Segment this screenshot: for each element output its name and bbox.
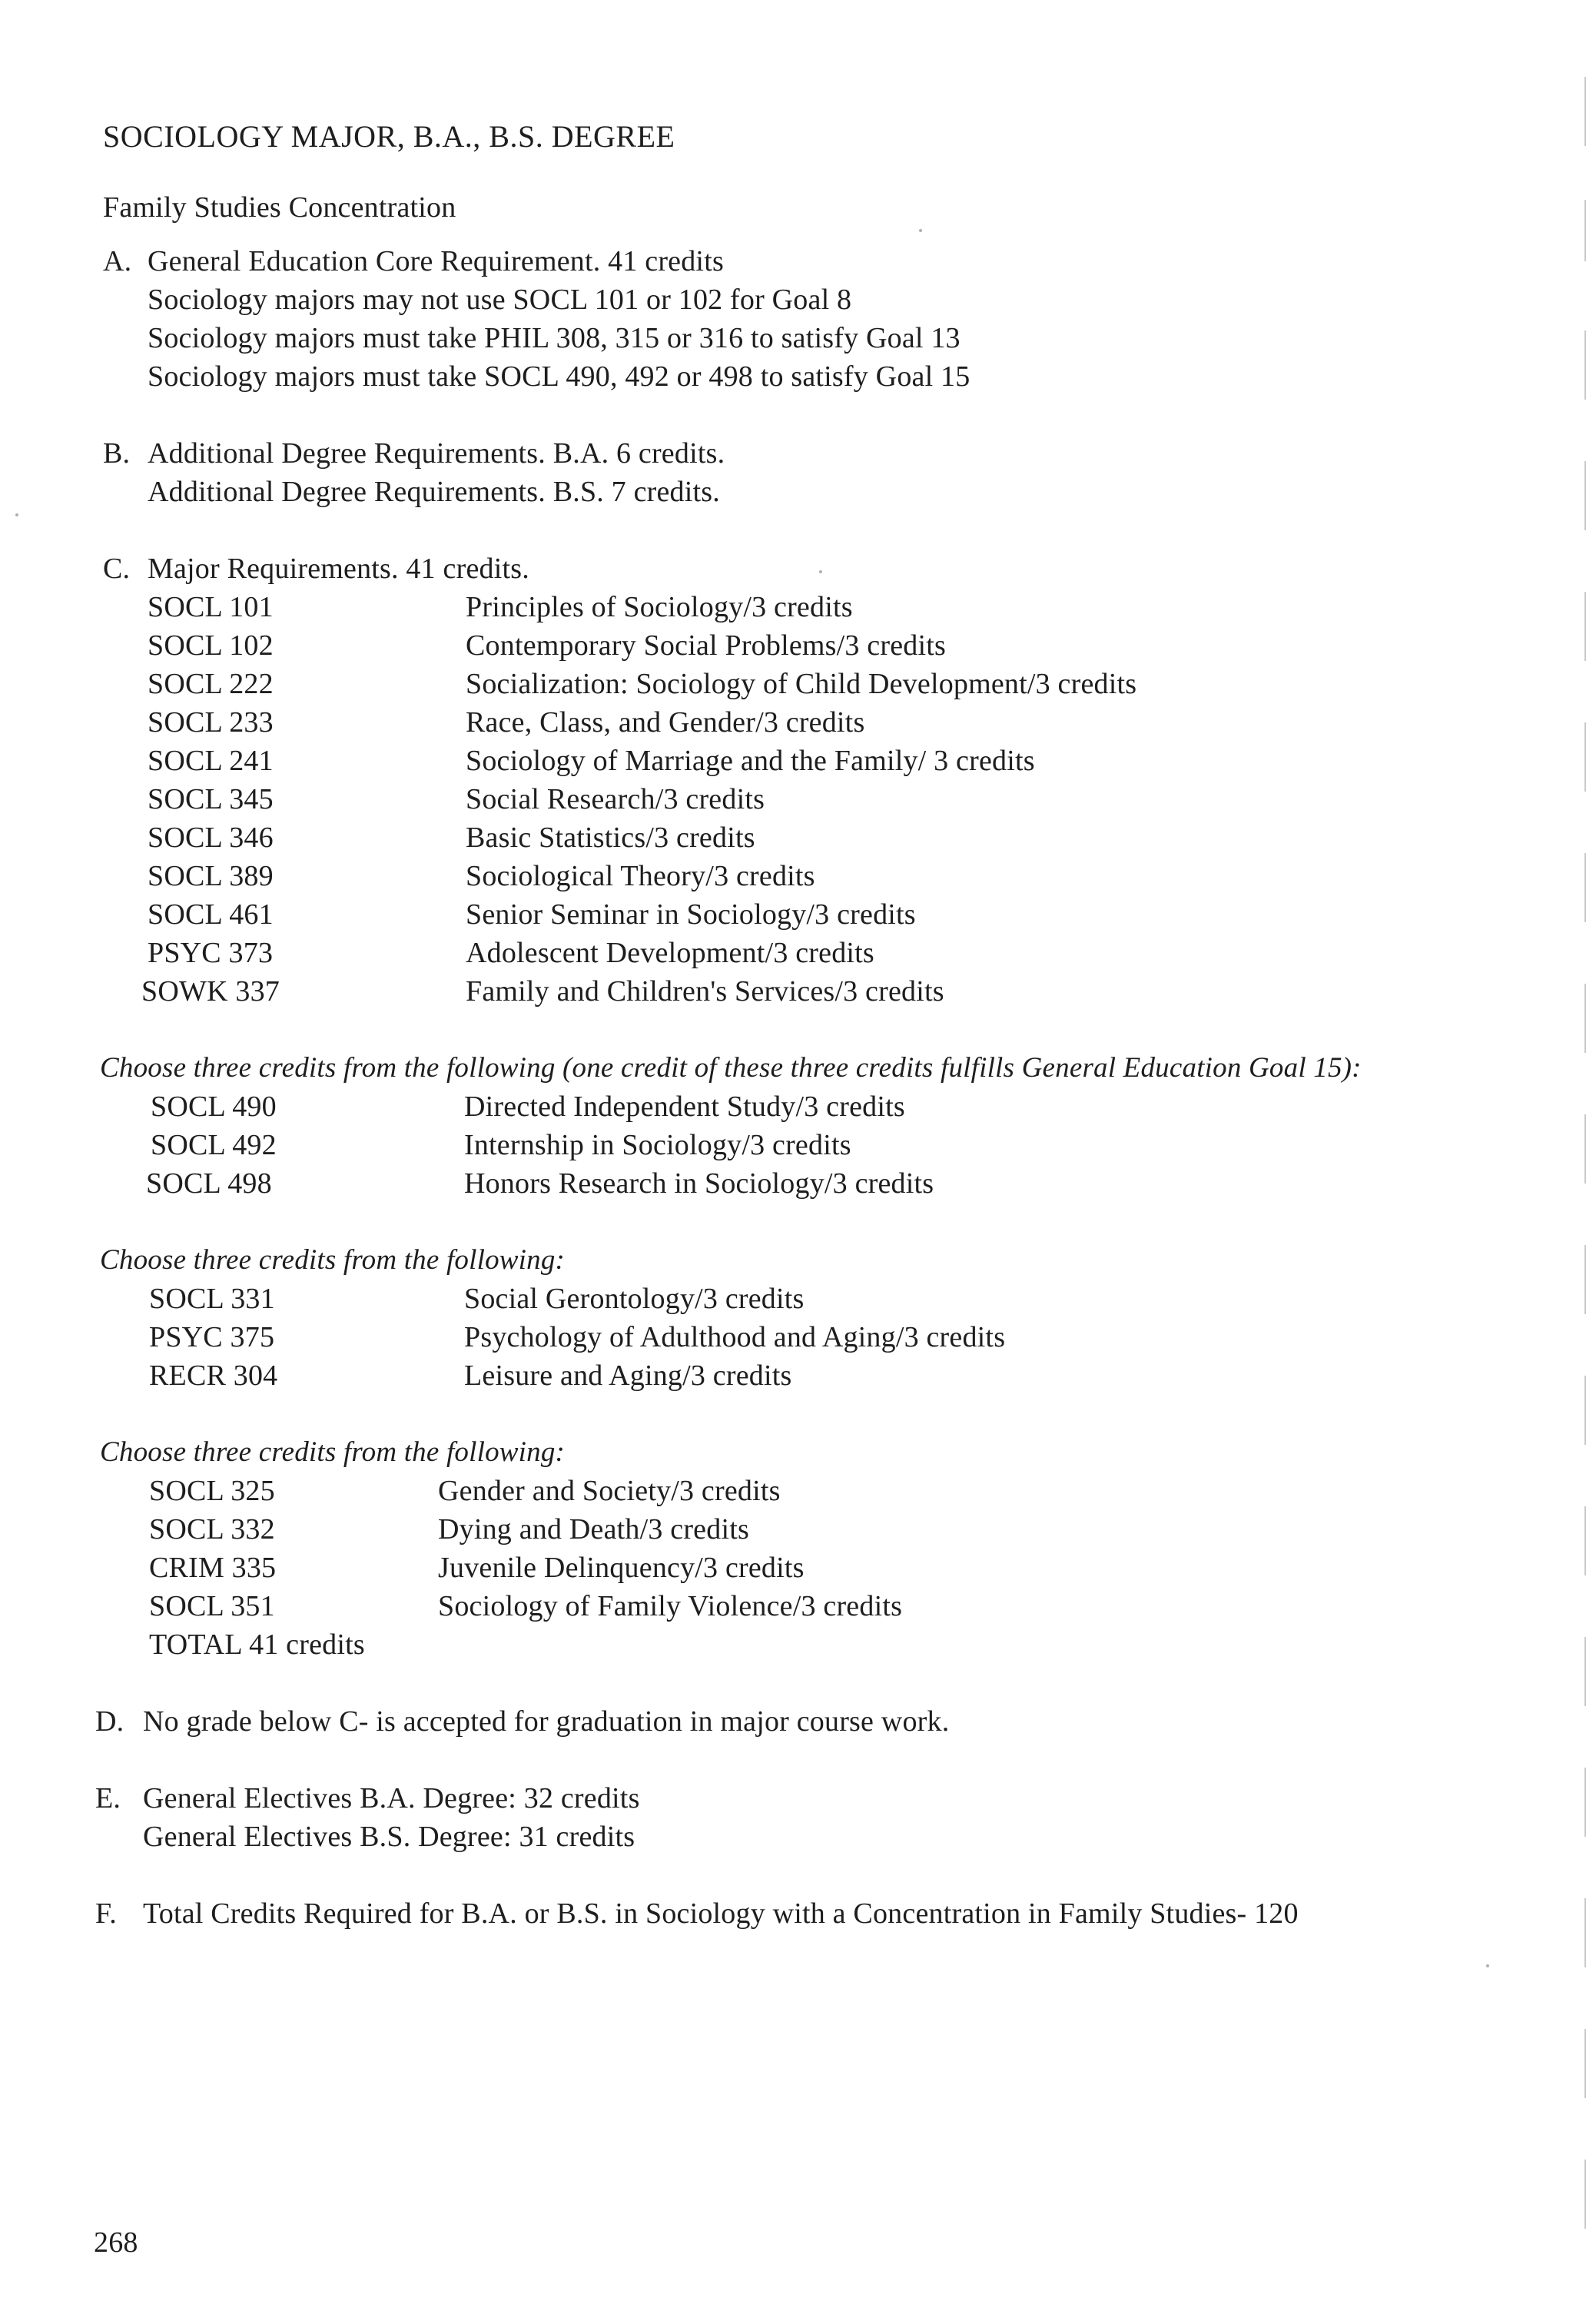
- course-title: Family and Children's Services/3 credits: [466, 975, 944, 1008]
- course-title: Contemporary Social Problems/3 credits: [466, 629, 946, 662]
- course-title: Sociology of Family Violence/3 credits: [438, 1590, 903, 1622]
- section-c-total: TOTAL 41 credits: [149, 1628, 365, 1661]
- course-code: SOCL 490: [151, 1091, 277, 1123]
- section-f-text: Total Credits Required for B.A. or B.S. in Sociology with a Concentration in Family Studies- 120: [143, 1897, 1299, 1930]
- scan-speck: [919, 229, 922, 232]
- course-code: SOCL 101: [148, 591, 274, 623]
- course-title: Internship in Sociology/3 credits: [464, 1129, 851, 1161]
- section-c-heading: Major Requirements. 41 credits.: [148, 553, 529, 585]
- scan-speck: [1486, 1964, 1489, 1967]
- section-c-letter: C.: [103, 553, 131, 585]
- course-title: Race, Class, and Gender/3 credits: [466, 706, 865, 739]
- page-number: 268: [94, 2226, 138, 2259]
- course-code: SOCL 351: [149, 1590, 275, 1622]
- section-a-heading: General Education Core Requirement. 41 credits: [148, 245, 724, 277]
- course-title: Senior Seminar in Sociology/3 credits: [466, 898, 916, 931]
- course-code: SOCL 492: [151, 1129, 277, 1161]
- concentration-heading: Family Studies Concentration: [103, 191, 456, 224]
- course-code: SOCL 233: [148, 706, 274, 739]
- course-code: SOCL 102: [148, 629, 274, 662]
- course-title: Principles of Sociology/3 credits: [466, 591, 853, 623]
- section-b-line: Additional Degree Requirements. B.A. 6 credits.: [148, 437, 725, 470]
- page-title: SOCIOLOGY MAJOR, B.A., B.S. DEGREE: [103, 119, 675, 154]
- course-title: Basic Statistics/3 credits: [466, 822, 755, 854]
- course-code: SOWK 337: [141, 975, 280, 1008]
- course-title: Directed Independent Study/3 credits: [464, 1091, 905, 1123]
- course-title: Honors Research in Sociology/3 credits: [464, 1167, 934, 1200]
- course-title: Psychology of Adulthood and Aging/3 credits: [464, 1321, 1006, 1353]
- course-title: Leisure and Aging/3 credits: [464, 1360, 792, 1392]
- section-d-text: No grade below C- is accepted for graduation in major course work.: [143, 1705, 950, 1738]
- course-code: SOCL 241: [148, 745, 274, 777]
- course-title: Social Gerontology/3 credits: [464, 1283, 805, 1315]
- course-title: Sociology of Marriage and the Family/ 3 credits: [466, 745, 1035, 777]
- course-code: SOCL 332: [149, 1513, 275, 1545]
- course-code: PSYC 373: [148, 937, 274, 969]
- course-code: PSYC 375: [149, 1321, 275, 1353]
- section-d-letter: D.: [95, 1705, 124, 1738]
- course-title: Social Research/3 credits: [466, 783, 765, 815]
- course-code: RECR 304: [149, 1360, 278, 1392]
- section-a-note: Sociology majors must take PHIL 308, 315 or 316 to satisfy Goal 13: [148, 322, 961, 354]
- course-code: SOCL 222: [148, 668, 274, 700]
- course-code: CRIM 335: [149, 1552, 277, 1584]
- section-e-line: General Electives B.S. Degree: 31 credits: [143, 1821, 635, 1853]
- section-e-letter: E.: [95, 1782, 121, 1814]
- course-title: Dying and Death/3 credits: [438, 1513, 749, 1545]
- choice-instruction: Choose three credits from the following:: [100, 1436, 566, 1468]
- course-title: Juvenile Delinquency/3 credits: [438, 1552, 805, 1584]
- course-code: SOCL 461: [148, 898, 274, 931]
- section-a-note: Sociology majors may not use SOCL 101 or 102 for Goal 8: [148, 284, 852, 316]
- scan-speck: [819, 570, 822, 573]
- scan-speck: [15, 513, 18, 516]
- choice-instruction: Choose three credits from the following (one credit of these three credits fulfills General Education Goal 15):: [100, 1052, 1362, 1084]
- course-code: SOCL 331: [149, 1283, 275, 1315]
- choice-instruction: Choose three credits from the following:: [100, 1244, 566, 1276]
- course-title: Socialization: Sociology of Child Development/3 credits: [466, 668, 1137, 700]
- section-a-letter: A.: [103, 245, 132, 277]
- course-code: SOCL 389: [148, 860, 274, 892]
- course-code: SOCL 345: [148, 783, 274, 815]
- course-code: SOCL 346: [148, 822, 274, 854]
- course-code: SOCL 498: [146, 1167, 272, 1200]
- section-e-line: General Electives B.A. Degree: 32 credits: [143, 1782, 640, 1814]
- course-title: Adolescent Development/3 credits: [466, 937, 874, 969]
- section-f-letter: F.: [95, 1897, 117, 1930]
- section-b-line: Additional Degree Requirements. B.S. 7 credits.: [148, 476, 720, 508]
- section-a-note: Sociology majors must take SOCL 490, 492 or 498 to satisfy Goal 15: [148, 360, 971, 393]
- course-title: Sociological Theory/3 credits: [466, 860, 815, 892]
- course-title: Gender and Society/3 credits: [438, 1475, 781, 1507]
- section-b-letter: B.: [103, 437, 131, 470]
- course-code: SOCL 325: [149, 1475, 275, 1507]
